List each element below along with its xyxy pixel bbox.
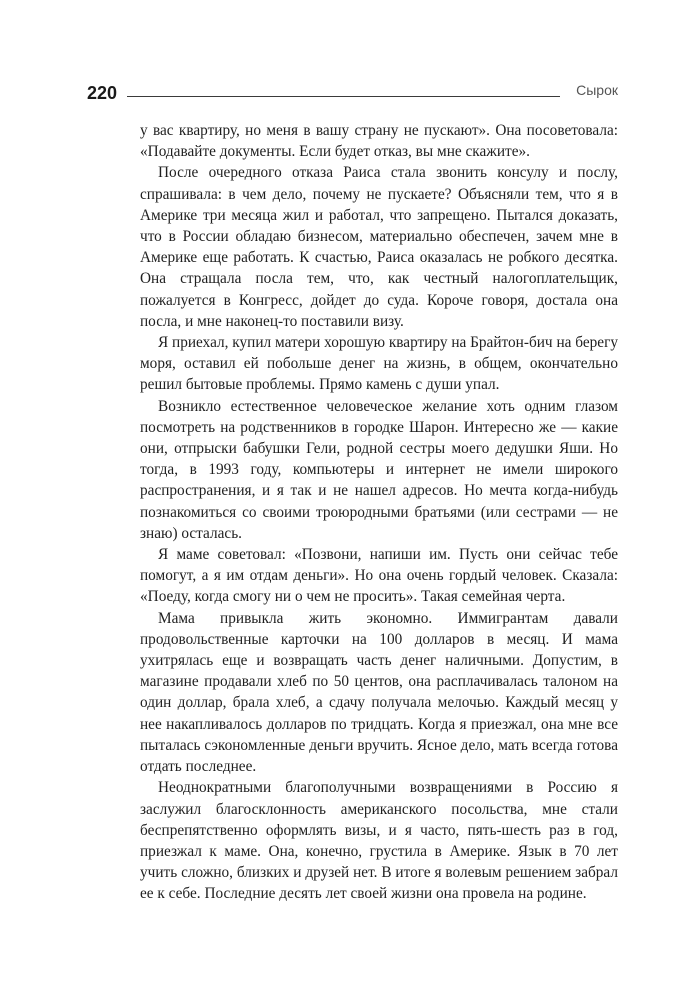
header-rule	[127, 96, 560, 97]
paragraph: Мама привыкла жить экономно. Иммигрантам давали продовольственные карточки на 100 долларов в месяц. И мама ухитрялась еще и возвращать часть денег наличными. Допустим, в магазине продавали хлеб по 50 центов, она расплачивалась талоном на один доллар, брала хлеб, а сдачу получала мелочью. Каждый месяц у нее накапливалось долларов по тридцать. Когда я приезжал, она мне все пыталась сэкономленные деньги вручить. Ясное дело, мать всегда готова отдать последнее.	[140, 609, 618, 776]
paragraph: у вас квартиру, но меня в вашу страну не пускают». Она посоветовала: «Подавайте документы. Если будет отказ, вы мне скажите».	[140, 122, 618, 161]
paragraph: Я маме советовал: «Позвони, напиши им. Пусть они сейчас тебе помогут, а я им отдам деньги». Но она очень гордый человек. Сказала: «Поеду, когда смогу ни о чем не просить». Такая семейная черта.	[140, 546, 618, 606]
paragraph: Я приехал, купил матери хорошую квартиру на Брайтон-бич на берегу моря, оставил ей побольше денег на жизнь, в общем, окончательно решил бытовые проблемы. Прямо камень с души упал.	[140, 334, 618, 394]
paragraph: Возникло естественное человеческое желание хоть одним глазом посмотреть на родственников в городке Шарон. Интересно же — какие они, отпрыски бабушки Гели, родной сестры моего дедушки Яши. Но тогда, в 1993 году, компьютеры и интернет не имели широкого распространения, и я так и не нашел адресов. Но мечта когда-нибудь познакомиться со своими троюродными братьями (или сестрами — не знаю) осталась.	[140, 397, 618, 542]
body-text	[140, 120, 618, 905]
running-title: Сырок	[576, 82, 618, 98]
page-header	[87, 80, 618, 106]
paragraph: После очередного отказа Раиса стала звонить консулу и послу, спрашивала: в чем дело, почему не пускаете? Объясняли тем, что я в Америке три месяца жил и работал, что запрещено. Пытался доказать, что в России обладаю бизнесом, материально обеспечен, зачем мне в Америке еще работать. К счастью, Раиса оказалась не робкого десятка. Она стращала посла тем, что, как честный налогоплательщик, пожалуется в Конгресс, дойдет до суда. Короче говоря, достала она посла, и мне наконец-то поставили визу.	[140, 164, 618, 330]
paragraph: Неоднократными благополучными возвращениями в Россию я заслужил благосклонность американского посольства, мне стали беспрепятственно оформлять визы, и я часто, пять-шесть раз в год, приезжал к маме. Она, конечно, грустила в Америке. Язык в 70 лет учить сложно, близких и друзей нет. В итоге я волевым решением забрал ее к себе. Последние десять лет своей жизни она провела на родине.	[140, 779, 618, 903]
page-number: 220	[87, 83, 118, 103]
